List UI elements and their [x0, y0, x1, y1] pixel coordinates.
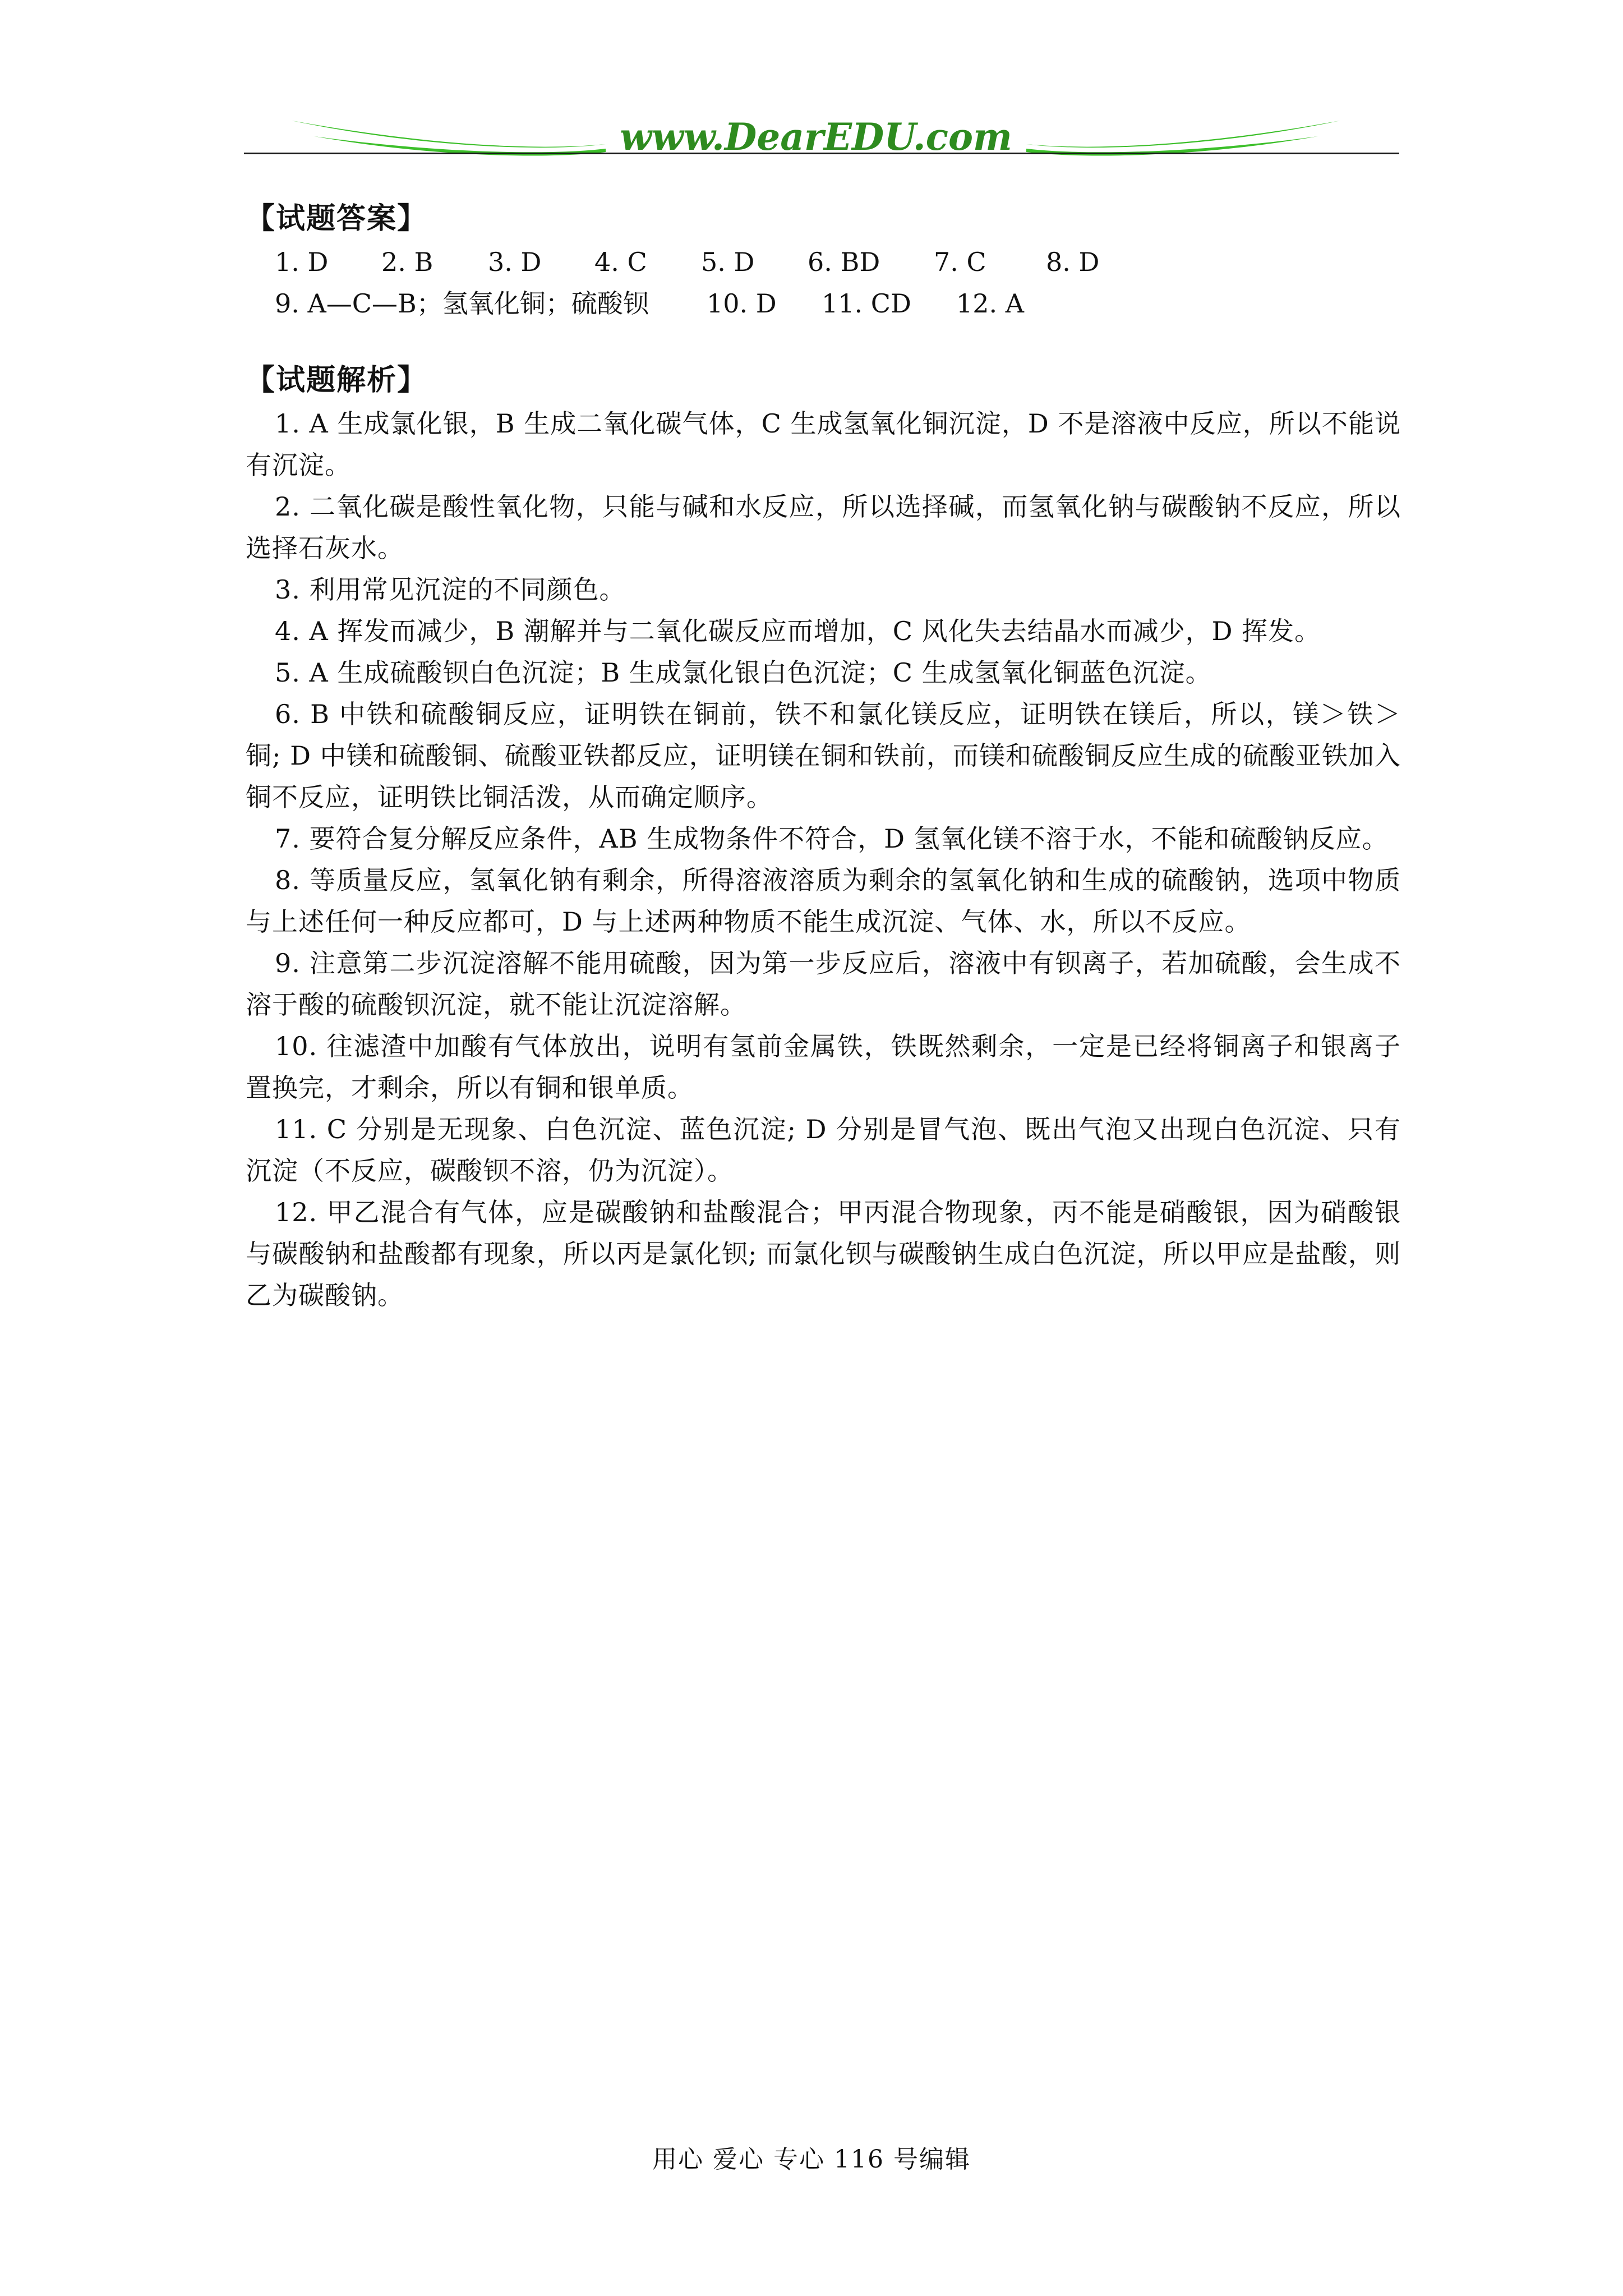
- analysis-item-4: 4. A 挥发而减少，B 潮解并与二氧化碳反应而增加，C 风化失去结晶水而减少，D 挥发。: [275, 616, 1321, 646]
- answer-item: 12. A: [956, 288, 1024, 319]
- analysis-heading: 【试题解析】: [246, 363, 428, 397]
- answer-item: 3. D: [488, 247, 542, 277]
- answer-item: 7. C: [934, 247, 986, 277]
- analysis-item-11: 11. C 分别是无现象、白色沉淀、蓝色沉淀; D 分别是冒气泡、既出气泡又出现白色沉淀、只有沉淀（不反应，碳酸钡不溶，仍为沉淀）。: [246, 1114, 1401, 1186]
- analysis-item-1: 1. A 生成氯化银，B 生成二氧化碳气体，C 生成氢氧化铜沉淀，D 不是溶液中反应，所以不能说有沉淀。: [246, 408, 1401, 480]
- site-logo: [292, 109, 1340, 168]
- document-body: [246, 196, 1401, 1316]
- right-swoosh-decoration: [1026, 121, 1340, 148]
- analysis-item-6: 6. B 中铁和硫酸铜反应，证明铁在铜前，铁不和氯化镁反应，证明铁在镁后，所以，镁＞铁＞铜; D 中镁和硫酸铜、硫酸亚铁都反应，证明镁在铜和铁前，而镁和硫酸铜反应生成的硫酸亚铁加入铜不反应，证明铁比铜活泼，从而确定顺序。: [246, 699, 1401, 812]
- answer-item: 11. CD: [822, 288, 911, 319]
- left-swoosh-decoration: [292, 121, 606, 148]
- analysis-item-7: 7. 要符合复分解反应条件，AB 生成物条件不符合，D 氢氧化镁不溶于水，不能和硫酸钠反应。: [275, 823, 1389, 854]
- answer-item: 1. D: [275, 247, 329, 277]
- answer-item: 8. D: [1046, 247, 1100, 277]
- analysis-item-9: 9. 注意第二步沉淀溶解不能用硫酸，因为第一步反应后，溶液中有钡离子，若加硫酸，会生成不溶于酸的硫酸钡沉淀，就不能让沉淀溶解。: [246, 948, 1401, 1020]
- answer-item: 10. D: [707, 288, 777, 319]
- analysis-item-3: 3. 利用常见沉淀的不同颜色。: [275, 574, 626, 605]
- answer-item: 6. BD: [808, 247, 880, 277]
- logo-text: www.DearEDU.com: [620, 115, 1012, 159]
- analysis-item-5: 5. A 生成硫酸钡白色沉淀；B 生成氯化银白色沉淀；C 生成氢氧化铜蓝色沉淀。: [275, 657, 1212, 688]
- page-footer: 用心 爱心 专心 116 号编辑: [652, 2145, 971, 2174]
- answer-item: 9. A—C—B；氢氧化铜；硫酸钡: [275, 288, 649, 319]
- header-divider: [244, 153, 1399, 154]
- answers-heading: 【试题答案】: [246, 201, 428, 236]
- analysis-item-10: 10. 往滤渣中加酸有气体放出，说明有氢前金属铁，铁既然剩余，一定是已经将铜离子和银离子置换完，才剩余，所以有铜和银单质。: [246, 1031, 1401, 1103]
- answers-row-2: [246, 283, 1401, 324]
- answer-item: 5. D: [701, 247, 755, 277]
- analysis-item-12: 12. 甲乙混合有气体，应是碳酸钠和盐酸混合；甲丙混合物现象，丙不能是硝酸银，因为硝酸银与碳酸钠和盐酸都有现象，所以丙是氯化钡; 而氯化钡与碳酸钠生成白色沉淀，所以甲应是盐酸，则乙为碳酸钠。: [246, 1197, 1401, 1310]
- analysis-item-8: 8. 等质量反应，氢氧化钠有剩余，所得溶液溶质为剩余的氢氧化钠和生成的硫酸钠，选项中物质与上述任何一种反应都可，D 与上述两种物质不能生成沉淀、气体、水，所以不反应。: [246, 865, 1401, 937]
- answer-item: 4. C: [594, 247, 647, 277]
- answers-row-1: [246, 241, 1401, 283]
- answer-item: 2. B: [381, 247, 434, 277]
- analysis-item-2: 2. 二氧化碳是酸性氧化物，只能与碱和水反应，所以选择碱，而氢氧化钠与碳酸钠不反应，所以选择石灰水。: [246, 491, 1401, 563]
